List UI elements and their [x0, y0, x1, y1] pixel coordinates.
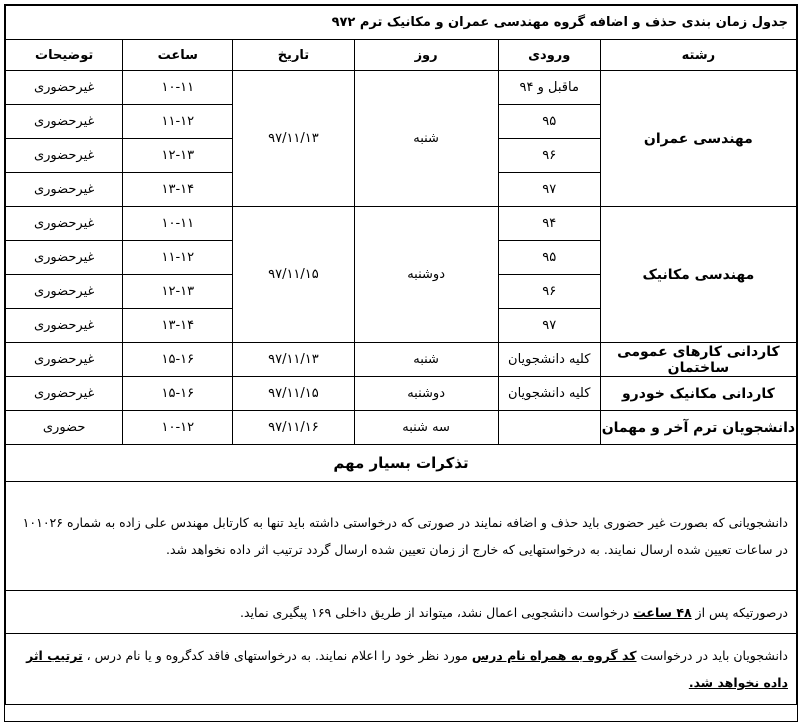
day-cell: سه شنبه — [354, 411, 498, 445]
table-row — [6, 71, 797, 105]
entry-cell: ۹۶ — [498, 139, 600, 173]
notice-title: تذکرات بسیار مهم — [6, 445, 797, 482]
note2-bold: ۴۸ ساعت — [633, 604, 692, 620]
header-notes: توضیحات — [6, 40, 123, 71]
note-cell: غیرحضوری — [6, 241, 123, 275]
time-cell: ۱۰-۱۲ — [123, 411, 233, 445]
day-cell: دوشنبه — [354, 377, 498, 411]
time-cell: ۱۱-۱۲ — [123, 241, 233, 275]
note-cell: غیرحضوری — [6, 377, 123, 411]
header-time: ساعت — [123, 40, 233, 71]
table-row — [6, 207, 797, 241]
entry-cell: ۹۵ — [498, 105, 600, 139]
note-cell: غیرحضوری — [6, 275, 123, 309]
header-day: روز — [354, 40, 498, 71]
time-cell: ۱۰-۱۱ — [123, 207, 233, 241]
time-cell: ۱۳-۱۴ — [123, 173, 233, 207]
note-cell: غیرحضوری — [6, 173, 123, 207]
table-row — [6, 411, 797, 445]
time-cell: ۱۵-۱۶ — [123, 377, 233, 411]
date-cell: ۹۷/۱۱/۱۳ — [233, 343, 354, 377]
field-cell: کاردانی کارهای عمومی ساختمان — [600, 343, 796, 377]
note3-bold-2: ترتیب اثر داده نخواهد شد. — [26, 648, 788, 690]
note-cell: غیرحضوری — [6, 207, 123, 241]
field-mech: مهندسی مکانیک — [600, 207, 796, 343]
date-cell: ۹۷/۱۱/۱۵ — [233, 207, 354, 343]
header-field: رشته — [600, 40, 796, 71]
date-cell: ۹۷/۱۱/۱۶ — [233, 411, 354, 445]
note3-text-middle: مورد نظر خود را اعلام نمایند. به درخواستهای فاقد کدگروه و یا نام درس ، — [82, 648, 472, 663]
entry-cell: ۹۵ — [498, 241, 600, 275]
time-cell: ۱۲-۱۳ — [123, 275, 233, 309]
schedule-table — [5, 5, 797, 705]
note-cell: غیرحضوری — [6, 343, 123, 377]
note-paragraph-2 — [6, 591, 797, 634]
field-cell: دانشجویان ترم آخر و مهمان — [600, 411, 796, 445]
day-cell: شنبه — [354, 343, 498, 377]
schedule-document — [4, 4, 798, 722]
time-cell: ۱۲-۱۳ — [123, 139, 233, 173]
date-cell: ۹۷/۱۱/۱۵ — [233, 377, 354, 411]
time-cell: ۱۱-۱۲ — [123, 105, 233, 139]
header-entry: ورودی — [498, 40, 600, 71]
time-cell: ۱۰-۱۱ — [123, 71, 233, 105]
entry-cell: ماقبل و ۹۴ — [498, 71, 600, 105]
entry-cell: کلیه دانشجویان — [498, 343, 600, 377]
header-date: تاریخ — [233, 40, 354, 71]
note2-text-before: درصورتیکه پس از — [691, 604, 788, 620]
table-title: جدول زمان بندی حذف و اضافه گروه مهندسی عمران و مکانیک ترم ۹۷۲ — [6, 6, 797, 40]
note-cell: غیرحضوری — [6, 105, 123, 139]
entry-cell: ۹۶ — [498, 275, 600, 309]
note3-text-before: دانشجویان باید در درخواست — [636, 648, 788, 663]
header-row — [6, 40, 797, 71]
date-cell: ۹۷/۱۱/۱۳ — [233, 71, 354, 207]
table-row — [6, 377, 797, 411]
entry-cell: ۹۷ — [498, 309, 600, 343]
note2-text-after: درخواست دانشجویی اعمال نشد، میتواند از طریق داخلی ۱۶۹ پیگیری نماید. — [240, 604, 634, 620]
note-cell: غیرحضوری — [6, 71, 123, 105]
entry-cell: کلیه دانشجویان — [498, 377, 600, 411]
entry-cell: ۹۷ — [498, 173, 600, 207]
note-cell: غیرحضوری — [6, 309, 123, 343]
time-cell: ۱۵-۱۶ — [123, 343, 233, 377]
entry-cell — [498, 411, 600, 445]
time-cell: ۱۳-۱۴ — [123, 309, 233, 343]
table-row — [6, 343, 797, 377]
field-civil: مهندسی عمران — [600, 71, 796, 207]
note-cell: غیرحضوری — [6, 139, 123, 173]
entry-cell: ۹۴ — [498, 207, 600, 241]
note-paragraph-3 — [6, 634, 797, 705]
field-cell: کاردانی مکانیک خودرو — [600, 377, 796, 411]
day-cell: دوشنبه — [354, 207, 498, 343]
note-paragraph-1: دانشجویانی که بصورت غیر حضوری باید حذف و اضافه نمایند در صورتی که درخواستی داشته باید تنها به کارتابل مهندس علی زاده به شماره ۱۰۱۰۲۶ در ساعات تعیین شده ارسال نمایند. به درخواستهایی که خارج از زمان تعیین شده ارسال گردد ترتیب اثر داده نخواهد شد. — [6, 482, 797, 591]
note-cell: حضوری — [6, 411, 123, 445]
note3-bold-1: کد گروه به همراه نام درس — [471, 648, 637, 663]
day-cell: شنبه — [354, 71, 498, 207]
